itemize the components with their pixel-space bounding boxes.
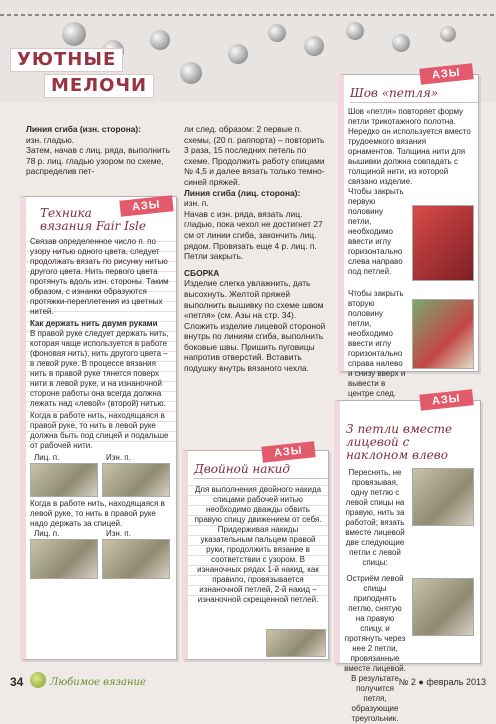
charm-icon [62,22,86,46]
section-title-line1: УЮТНЫЕ [10,48,123,72]
charm-chain [0,14,496,16]
yarn-ball-icon [30,672,46,688]
fairisle-p2: В правой руке следует держать нить, которая чаще используется в работе (фоновая нить), нить другого цвета – в левой руке. В процессе вязания нить в правой руке тянется поверх нити в левой руке, и на изнаночной стороне работы она всегда должна лежать над «левой» (второй) нитью. [30,329,169,408]
embroidery-illustration [412,299,474,369]
knit-illustration [30,463,98,497]
fairisle-label3: Лиц. п. [34,529,60,538]
knit-illustration [102,463,170,497]
charm-icon [304,36,324,56]
knit-illustration [266,629,326,657]
fairisle-title1: Техника [40,206,92,220]
double-yo-tag: АЗЫ [261,441,315,462]
col2-text2: изн. п. [184,198,209,209]
fairisle-label2: Изн. п. [106,453,131,462]
col1-subhead: Линия сгиба (изн. сторона): [26,124,142,134]
fairisle-p3: Когда в работе нить, находящаяся в правой руке, то нить в левой руке должна быть под спицей и подальше от рабочей нити. [30,411,169,450]
charm-icon [440,26,456,42]
magazine-name: Любимое вязание [50,677,146,688]
col2-subhead: Линия сгиба (лиц. сторона): [184,187,301,198]
loop-tag: АЗЫ [419,63,473,84]
section-title [10,48,160,98]
three-loops-title3: наклоном влево [346,448,448,462]
charm-icon [346,22,364,40]
knit-illustration [30,539,98,579]
fairisle-subhead: Как держать нить двумя руками [30,319,158,328]
col1-text2: Затем, начав с лиц. ряда, выполнить 78 р. лиц. гладью узором по схеме, распределив пет- [26,145,170,177]
assembly-text: Изделие слегка увлажнить, дать высохнуть. Желтой пряжей выполнить вышивку по схеме швом «петля» (см. Азы на стр. 34). Сложить изделие лицевой стороной внутрь по линиям сгиба, выполнить боковые швы. Пришить пуговицы напротив отверстий. Вставить подушку внутрь вязаного чехла. [184,278,326,374]
loop-p2: Чтобы закрыть первую половину петли, необходимо ввести иглу горизонтально слева направо под петлей. [348,187,404,276]
knit-illustration [412,578,474,636]
three-loops-p1-start: Переснять, не провязывая, одну петлю с левой спицы на правую, нить за работой; вязать вместе лицевой две следующие петли с левой спицы: [345,468,405,567]
assembly-heading: СБОРКА [184,267,220,278]
col1-text [26,124,176,177]
charm-icon [150,30,170,50]
loop-p3: Чтобы закрыть вторую половину петли, необходимо ввести иглу горизонтально справа налево и снизу вверх и вывести в центре след. [348,289,406,398]
page-footer [10,675,486,691]
fairisle-title2: вязания Fair Isle [40,219,146,233]
fairisle-label4: Изн. п. [106,529,131,538]
three-loops-p2: Остриём левой спицы приподнять петлю, снятую на правую спицу, и протянуть через нее 2 петли, провязанные вместе лицевой. В результате получится петля, образующие треугольник. [344,574,406,723]
double-yo-title: Двойной накид [194,463,328,479]
double-yo-box [182,450,329,660]
section-title-line2: МЕЛОЧИ [44,74,154,98]
fairisle-tag: АЗЫ [119,195,173,216]
col1-text1: изн. гладью. [26,134,75,145]
charm-icon [180,62,202,84]
charm-icon [228,44,248,64]
loop-p1: Шов «петля» повторяет форму петли трикотажного полотна. Нередко он используется вместо трудоемкого вязания орнаментов. Толщина нити для вышивки должна совпадать с толщиной нити, из которой связано изделие. [348,107,471,186]
charm-icon [392,34,410,52]
fairisle-label1: Лиц. п. [34,453,60,462]
loop-title: Шов «петля» [350,87,478,103]
loop-box [338,74,479,398]
issue-info: № 2 ● февраль 2013 [398,677,486,687]
fairisle-p4: Когда в работе нить, находящаяся в левой руке, то нить в правой руке надо держать за спицей. [30,499,165,528]
knit-illustration [412,468,474,526]
col2-text3: Начав с изн. ряда, вязать лиц. гладью, пока чехол не достигнет 27 см от линии сгиба, закончить лиц. рядом. Провязать еще 4 р. лиц. п. Петли закрыть. [184,208,323,262]
col2-text [184,124,326,374]
knit-illustration [102,539,170,579]
double-yo-p1: Для выполнения двойного накида спицами рабочей нитью необходимо дважды обвить правую спицу движением от себя. Придерживая накиды указательным пальцем правой руки, продолжить вязание в соответствии с узором. В изнаночных рядах 1-й накид, как правило, провязывается изнаночной петлей, 2-й накид – изнаночной скрещенной петлей. [194,485,322,604]
three-loops-title2: лицевой с [346,435,410,449]
embroidery-illustration [412,205,474,281]
fairisle-box [20,196,177,660]
three-loops-tag: АЗЫ [419,389,473,410]
three-loops-title1: 3 петли вместе [346,422,453,436]
page-number: 34 [10,675,24,689]
charm-icon [268,24,286,42]
col2-text1: ли след. образом: 2 первые п. схемы, (20 п. раппорта) – повторить 3 раза, 15 последних петель по схеме. Продолжить работу спицами № 4,5 и далее вязать только темно-синей пряжей. [184,124,325,187]
fairisle-p1: Связав определенное число п. по узору нитью одного цвета, следует продолжать вязать по рисунку нитью другого цвета. Нить первого цвета протянуть вдоль изн. стороны. Таким образом, с изнанки образуются протяжки-переплетения из цветных нитей. [30,237,169,316]
